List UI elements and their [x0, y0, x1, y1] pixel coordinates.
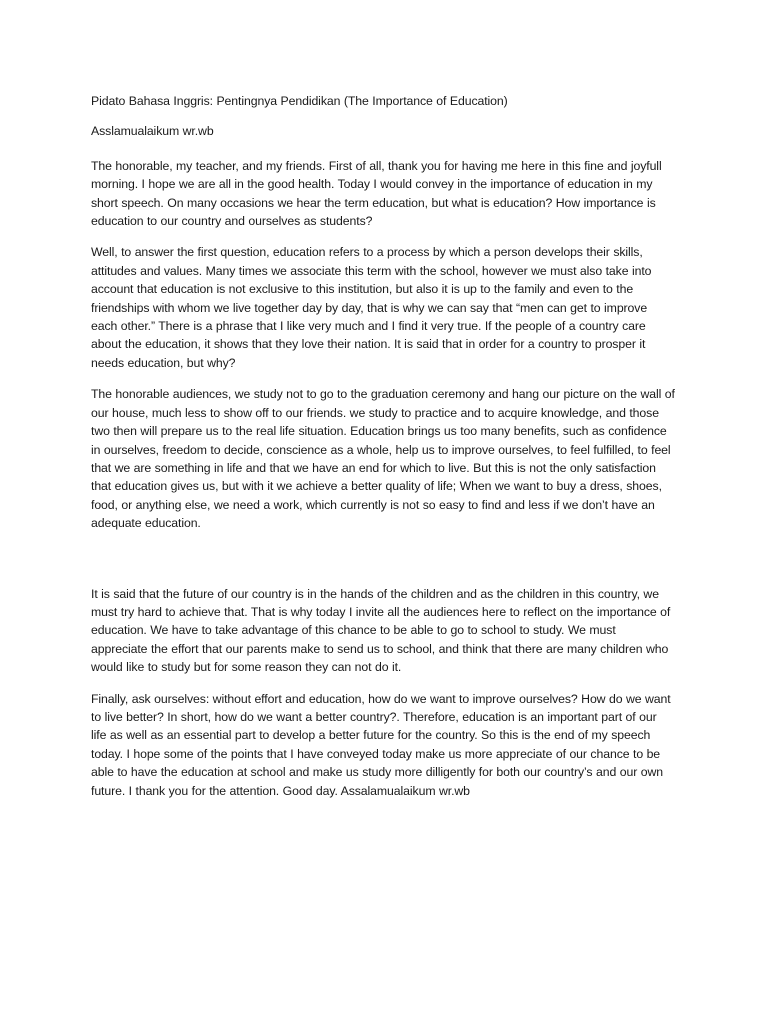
document-title: Pidato Bahasa Inggris: Pentingnya Pendidikan (The Importance of Education) — [91, 94, 508, 108]
paragraph-1: The honorable, my teacher, and my friends. First of all, thank you for having me here in this fine and joyfull morning. I hope we are all in the good health. Today I would convey in the importance of education in my short speech. On many occasions we hear the term education, but what is education? How importance is education to our country and ourselves as students? — [91, 158, 662, 229]
paragraph-5: Finally, ask ourselves: without effort and education, how do we want to improve ourselves? How do we want to live better? In short, how do we want a better country?. Therefore, education is an important part of our life as well as an essential part to develop a better future for the country. So this is the end of my speech today. I hope some of the points that I have conveyed today make us more appreciate of our chance to be able to have the education at school and make us study more dilligently for both our country’s and our own future. I thank you for the attention. Good day. Assalamualaikum wr.wb — [91, 691, 671, 798]
paragraph-4: It is said that the future of our country is in the hands of the children and as the children in this country, we must try hard to achieve that. That is why today I invite all the audiences here to reflect on the importance of education. We have to take advantage of this chance to be able to go to school to study. We must appreciate the effort that our parents make to send us to school, and think that there are many children who would like to study but for some reason they can not do it. — [91, 586, 671, 675]
paragraph-2: Well, to answer the first question, education refers to a process by which a person develops their skills, attitudes and values. Many times we associate this term with the school, however we must also take into account that education is not exclusive to this institution, but also it is up to the family and even to the friendships with whom we live together day by day, that is why we can say that “men can get to improve each other.” There is a phrase that I like very much and I find it very true. If the people of a country care about the education, it shows that they love their nation. It is said that in order for a country to prosper it needs education, but why? — [91, 245, 652, 370]
document-body — [91, 92, 675, 813]
paragraph-3: The honorable audiences, we study not to go to the graduation ceremony and hang our picture on the wall of our house, much less to show off to our friends. we study to practice and to acquire knowledge, and those two then will prepare us to the real life situation. Education brings us too many benefits, such as confidence in ourselves, freedom to decide, conscience as a whole, help us to improve ourselves, to feel fulfilled, to feel that we are something in life and that we have an end for which to live. But this is not the only satisfaction that education gives us, but with it we achieve a better quality of life; When we want to buy a dress, shoes, food, or anything else, we need a work, which currently is not so easy to find and less if we don’t have an adequate education. — [91, 387, 675, 531]
greeting-line: Asslamualaikum wr.wb — [91, 124, 214, 139]
